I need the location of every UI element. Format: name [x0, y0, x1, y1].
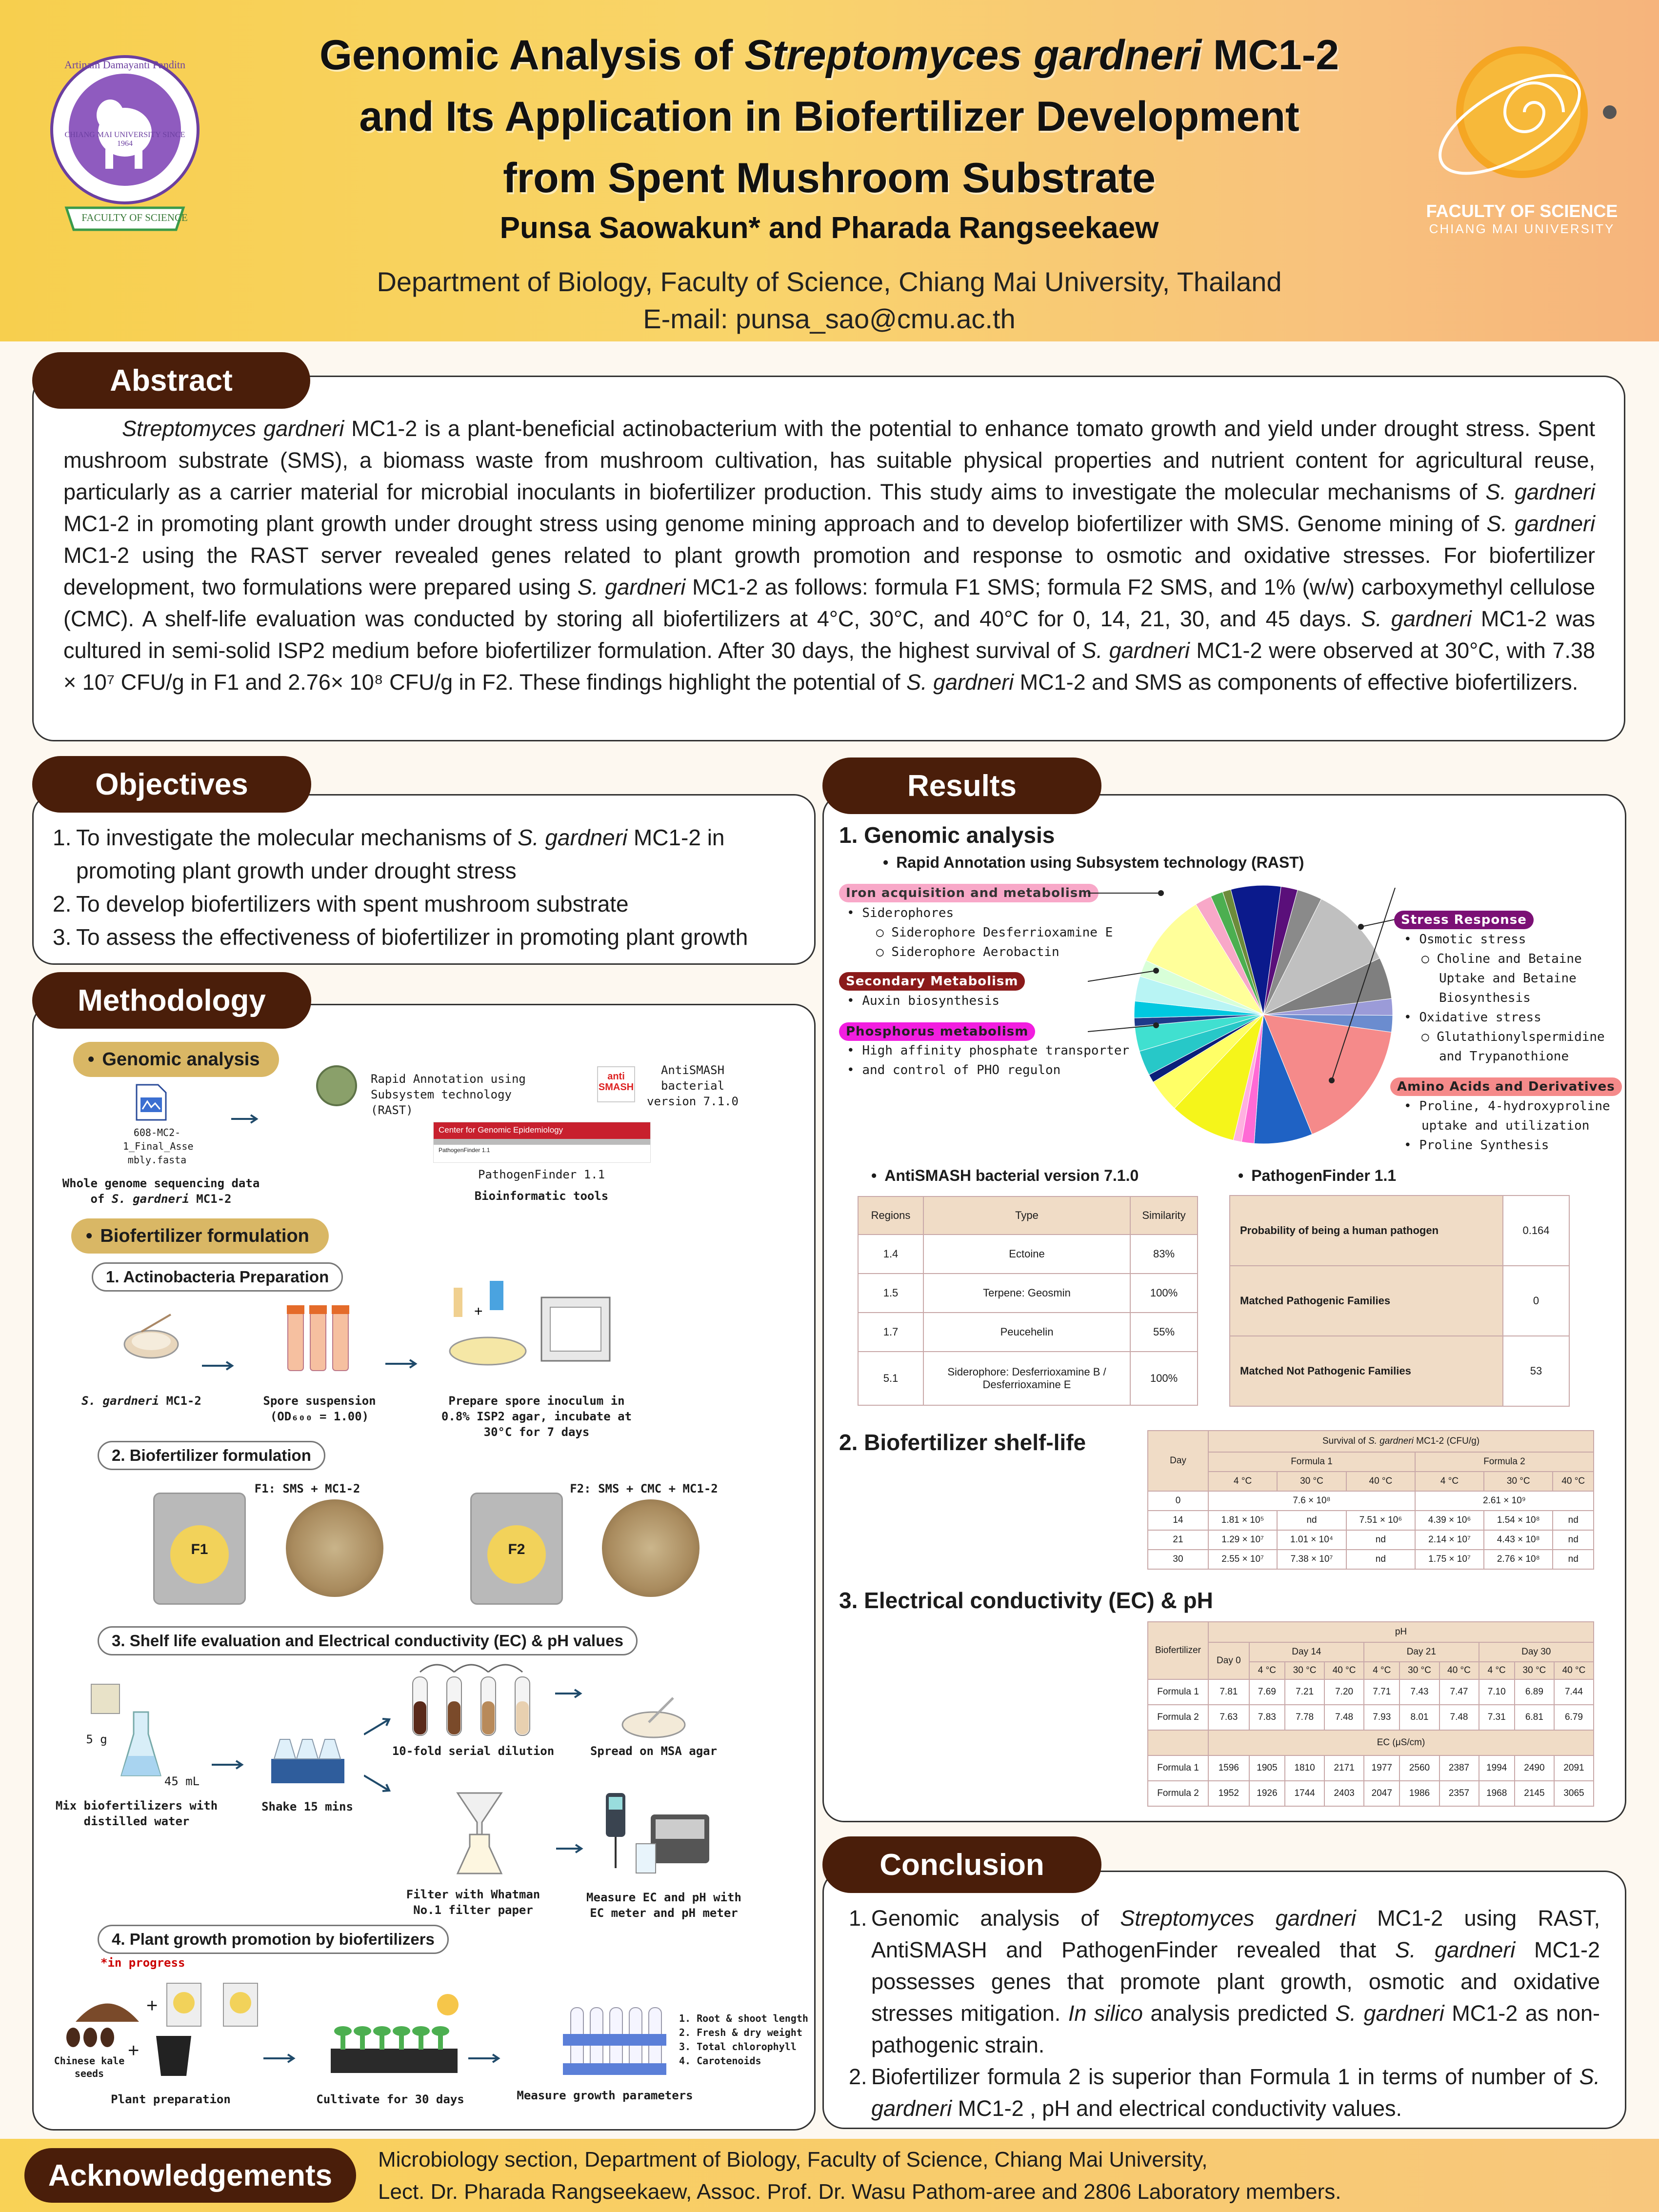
iron-item: • Siderophores	[847, 906, 954, 920]
conclusion-heading: Conclusion	[822, 1836, 1101, 1893]
pot-icon	[154, 2034, 193, 2080]
table-row: Formula 2 7.63 7.83 7.78 7.48 7.93 8.01 7.48 7.31 6.81 6.79	[1148, 1705, 1594, 1730]
objective-item: 2. To develop biofertilizers with spent mushroom substrate	[53, 891, 629, 917]
wgs-caption: Whole genome sequencing data of S. gardneri MC1-2	[62, 1176, 260, 1206]
arrow-icon	[555, 1689, 584, 1701]
poster-title: Genomic Analysis of Streptomyces gardneri MC1-2 and Its Application in Biofertilizer Development from Spent Mushroom Substrate	[319, 32, 1339, 201]
f1-bag-image: F1	[153, 1493, 246, 1605]
mix-caption: Mix biofertilizers with distilled water	[55, 1799, 218, 1828]
affiliation: Department of Biology, Faculty of Science, Chiang Mai University, Thailand E-mail: punsa_sao@cmu.ac.th	[377, 266, 1282, 334]
phosphorus-items: • High affinity phosphate transporter • and control of PHO regulon	[847, 1043, 1130, 1077]
seeds-icon	[63, 2025, 117, 2052]
inoculum-caption: Prepare spore inoculum in 0.8% ISP2 agar, incubate at 30°C for 7 days	[441, 1394, 632, 1439]
in-progress-note: *in progress	[100, 1956, 185, 1970]
pathogenfinder-screenshot: Center for Genomic Epidemiology PathogenFinder 1.1	[433, 1122, 651, 1163]
table-row: 0 7.6 × 10⁸ 2.61 × 10⁹	[1148, 1491, 1594, 1511]
acknowledgements-text: Microbiology section, Department of Biology, Faculty of Science, Chiang Mai University, Lect. Dr. Pharada Rangseekaew, Assoc. Prof. Dr. Wasu Pathom-aree and 2806 Laboratory members.	[378, 2148, 1341, 2204]
arrow-icon	[556, 1844, 585, 1856]
amino-acids-tag: Amino Acids and Derivatives	[1390, 1077, 1622, 1096]
table-row: 21 1.29 × 10⁷ 1.01 × 10⁴ nd 2.14 × 10⁷ 4.43 × 10⁸ nd	[1148, 1530, 1594, 1550]
pathogenfinder-caption: PathogenFinder 1.1	[478, 1168, 605, 1181]
flask-icon	[119, 1707, 163, 1783]
pathogenfinder-bullet: • PathogenFinder 1.1	[1238, 1167, 1397, 1184]
sample-weight: 5 g	[86, 1733, 107, 1746]
iron-tag: Iron acquisition and metabolism	[839, 884, 1099, 902]
biofertilizer-packets-icon	[165, 1980, 262, 2032]
stress-items: • Osmotic stress ○ Choline and Betaine Uptake and Betaine Biosynthesis • Oxidative stress ○ Glutathionylspermidine and Trypanothione	[1404, 932, 1605, 1064]
conclusion-item: 2. Biofertilizer formula 2 is superior than Formula 1 in terms of number of S. gardneri MC1-2 , pH and electrical conductivity values.	[849, 2064, 1600, 2121]
cmu-seal-bottom-text: CHIANG MAI UNIVERSITY SINCE 1964	[64, 131, 185, 148]
objective-item: 3. To assess the effectiveness of biofertilizer in promoting plant growth	[53, 924, 748, 950]
arrow-icon	[468, 2053, 502, 2066]
antismash-logo: anti SMASH	[597, 1066, 635, 1102]
f2-label: F2: SMS + CMC + MC1-2	[570, 1482, 718, 1495]
table-row: 30 2.55 × 10⁷ 7.38 × 10⁷ nd 1.75 × 10⁷ 2.76 × 10⁸ nd	[1148, 1550, 1594, 1569]
objectives-list	[53, 821, 814, 954]
biofertilizer-sample-icon	[91, 1684, 120, 1714]
spread-plate-icon	[620, 1695, 688, 1742]
f1-substrate-image	[286, 1499, 383, 1597]
water-volume: 45 mL	[164, 1774, 200, 1788]
phosphorus-tag: Phosphorus metabolism	[839, 1022, 1035, 1041]
arrow-icon	[212, 1760, 246, 1772]
arrow-icon	[231, 1114, 260, 1126]
acknowledgements-heading: Acknowledgements	[24, 2148, 356, 2203]
table-row: Probability of being a human pathogen 0.164	[1230, 1196, 1569, 1266]
rast-logo-icon	[316, 1065, 357, 1106]
rast-caption: Rapid Annotation using Subsystem technology (RAST)	[371, 1072, 526, 1117]
strain-caption: S. gardneri MC1-2	[81, 1394, 201, 1408]
step1-pill: 1. Actinobacteria Preparation	[92, 1262, 343, 1292]
iron-item: ○ Siderophore Aerobactin	[876, 945, 1059, 959]
cmu-seal-ribbon-text: FACULTY OF SCIENCE	[81, 212, 188, 223]
spore-suspension-caption: Spore suspension (OD₆₀₀ = 1.00)	[263, 1394, 376, 1423]
antismash-bullet: • AntiSMASH bacterial version 7.1.0	[871, 1167, 1139, 1184]
growth-params-list: 1. Root & shoot length 2. Fresh & dry weight 3. Total chlorophyll 4. Carotenoids	[679, 2013, 808, 2067]
falcon-tubes-icon	[285, 1302, 353, 1383]
f1-label: F1: SMS + MC1-2	[254, 1482, 360, 1495]
svg-text:+: +	[474, 1303, 483, 1319]
shelf-life-heading: 2. Biofertilizer shelf-life	[839, 1430, 1086, 1455]
genomic-analysis-pill: • Genomic analysis	[73, 1042, 279, 1077]
arrow-icon	[263, 2053, 298, 2066]
connector-lines	[1088, 888, 1405, 1102]
table-row: 1.4 Ectoine 83%	[858, 1235, 1198, 1274]
authors: Punsa Saowakun* and Pharada Rangseekaew	[500, 211, 1159, 245]
table-row: Matched Not Pathogenic Families 53	[1230, 1336, 1569, 1406]
table-row: Matched Pathogenic Families 0	[1230, 1266, 1569, 1336]
conclusion-list	[849, 1902, 1600, 2124]
fasta-file-name: 608-MC2-1_Final_Asse mbly.fasta	[123, 1127, 194, 1166]
seeds-caption: Chinese kale seeds	[54, 2055, 125, 2079]
serial-dilution-icon	[408, 1657, 535, 1743]
table-row: Formula 1 1596 1905 1810 2171 1977 2560 2387 1994 2490 2091	[1148, 1755, 1594, 1781]
methodology-heading: Methodology	[32, 972, 311, 1029]
amino-items: • Proline, 4-hydroxyproline uptake and utilization • Proline Synthesis	[1404, 1099, 1610, 1153]
table-row: Formula 2 1952 1926 1744 2403 2047 1986 2357 1968 2145 3065	[1148, 1781, 1594, 1806]
bioinformatic-tools-caption: Bioinformatic tools	[474, 1189, 609, 1203]
filter-icon	[453, 1788, 506, 1878]
abstract-text: Streptomyces gardneri MC1-2 is a plant-beneficial actinobacterium with the potential to enhance tomato growth and yield under drought stress. Spent mushroom substrate (SMS), a biomass waste from mushroom cultivation, has suitable physical properties and nutrient content for agricultural reuse, particularly as a carrier material for microbial inoculants in biofertilizer production. This study aims to investigate the molecular mechanisms of S. gardneri MC1-2 in promoting plant growth under drought stress using genome mining approach and to develop biofertilizer with SMS. Genome mining of S. gardneri MC1-2 using the RAST server revealed genes related to plant growth promotion and response to osmotic and oxidative stresses. For biofertilizer development, two formulations were prepared using S. gardneri MC1-2 as follows: formula F1 SMS; formula F2 SMS, and 1% (w/w) carboxymethyl cellulose (CMC). A shelf-life evaluation was conducted by storing all biofertilizers at 4°C, 30°C, and 40°C for 0, 14, 21, 30, and 45 days. S. gardneri MC1-2 was cultured in semi-solid ISP2 medium before biofertilizer formulation. After 30 days, the highest survival of S. gardneri MC1-2 were observed at 30°C, with 7.38 × 10⁷ CFU/g in F1 and 2.76× 10⁸ CFU/g in F2. These findings highlight the potential of S. gardneri MC1-2 and SMS as components of effective biofertilizers.	[63, 416, 1596, 695]
table-row: 1.5 Terpene: Geosmin 100%	[858, 1274, 1198, 1313]
dilution-caption: 10-fold serial dilution	[392, 1744, 555, 1758]
shaker-icon	[266, 1720, 349, 1791]
iron-items	[847, 903, 1113, 962]
table-row: 14 1.81 × 10⁵ nd 7.51 × 10⁶ 4.39 × 10⁶ 1.54 × 10⁸ nd	[1148, 1511, 1594, 1530]
conclusion-item: 1. Genomic analysis of Streptomyces gardneri MC1-2 using RAST, AntiSMASH and PathogenFinder revealed that S. gardneri MC1-2 possesses genes that promote plant growth, osmotic and oxidative stresses mitigation. In silico analysis predicted S. gardneri MC1-2 as non-pathogenic strain.	[849, 1906, 1600, 2057]
spread-caption: Spread on MSA agar	[590, 1744, 718, 1758]
plus-sign: +	[128, 2040, 140, 2061]
inoculum-incubator-icon	[449, 1278, 620, 1378]
f2-substrate-image	[602, 1499, 700, 1597]
objectives-heading: Objectives	[32, 756, 311, 813]
cmu-seal-top-text: Artinam Damayanti Panditn	[64, 59, 186, 71]
ec-ph-meter-icon	[602, 1790, 714, 1880]
fasta-file-icon	[136, 1084, 167, 1121]
step2-pill: 2. Biofertilizer formulation	[98, 1441, 325, 1470]
cultivate-caption: Cultivate for 30 days	[316, 2092, 464, 2106]
arrow-icon	[364, 1774, 393, 1795]
arrow-icon	[202, 1361, 236, 1373]
plant-prep-caption: Plant preparation	[111, 2092, 231, 2106]
antismash-table: Regions Type Similarity 1.4 Ectoine 83% 1.5 Terpene: Geosmin 100% 1.7 Peucehelin 55% 5.1 Siderophore: Desferrioxamine B / Desferrioxamine E 100%	[858, 1196, 1198, 1406]
secondary-metabolism-tag: Secondary Metabolism	[839, 972, 1025, 991]
genomic-analysis-heading: 1. Genomic analysis	[839, 822, 1055, 848]
secondary-items: • Auxin biosynthesis	[847, 994, 1000, 1008]
filter-caption: Filter with Whatman No.1 filter paper	[406, 1888, 540, 1917]
test-tube-rack-icon	[561, 2005, 668, 2080]
antismash-caption: AntiSMASH bacterial version 7.1.0	[647, 1063, 739, 1108]
arrow-icon	[385, 1359, 420, 1371]
ec-ph-table: Biofertilizer pH Day 0 Day 14 Day 21 Day 30 4 °C 30 °C 40 °C 4 °C 30 °C 40 °C 4 °C 30 °C 40 °C Formula 1 7.81 7.69 7.21 7.20 7.71 7.43 7.47 7.10 6.89 7.44 Formula 2 7.63 7.83 7.78 7.48 7.93 8.01 7.48 7.31 6.81 6.79 EC (μS/cm) Formula 1 1596 1905 1810 2171 1977 2560 2387 1994 2490 2091 Formula 2 1952 1926 1744 2403 2047 1986 2357 1968 2145 3065	[1147, 1621, 1594, 1807]
stress-response-tag: Stress Response	[1394, 911, 1534, 929]
iron-item: ○ Siderophore Desferrioxamine E	[876, 925, 1113, 940]
biofertilizer-formulation-pill: • Biofertilizer formulation	[71, 1218, 329, 1254]
step3-pill: 3. Shelf life evaluation and Electrical conductivity (EC) & pH values	[98, 1626, 638, 1655]
results-heading: Results	[822, 757, 1101, 814]
rast-bullet: • Rapid Annotation using Subsystem technology (RAST)	[883, 854, 1304, 871]
shelf-life-table: Day Survival of S. gardneri MC1-2 (CFU/g) Formula 1 Formula 2 4 °C 30 °C 40 °C 4 °C 30 °C 40 °C 0 7.6 × 10⁸ 2.61 × 10⁹ 14 1.81 × 10⁵ nd 7.51 × 10⁶ 4.39 × 10⁶ 1.54 × 10⁸ nd 21 1.29 × 10⁷ 1.01 × 10⁴ nd 2.14 × 10⁷ 4.43 × 10⁸ nd 30 2.55 × 10⁷ 7.38 × 10⁷ nd 1.75 × 10⁷ 2.76 × 10⁸ nd	[1147, 1430, 1594, 1570]
f2-bag-image: F2	[470, 1493, 563, 1605]
objective-item: 1. To investigate the molecular mechanisms of S. gardneri MC1-2 in promoting plant growth under drought stress	[53, 825, 725, 883]
soil-icon	[73, 1990, 141, 2027]
table-row: Formula 1 7.81 7.69 7.21 7.20 7.71 7.43 7.47 7.10 6.89 7.44	[1148, 1679, 1594, 1705]
table-row: 5.1 Siderophore: Desferrioxamine B / Desferrioxamine E 100%	[858, 1352, 1198, 1405]
shake-caption: Shake 15 mins	[261, 1800, 353, 1813]
step4-pill: 4. Plant growth promotion by biofertilizers	[98, 1925, 449, 1954]
measure-growth-caption: Measure growth parameters	[517, 2089, 693, 2102]
petri-dish-icon	[122, 1312, 180, 1363]
ec-ph-heading: 3. Electrical conductivity (EC) & pH	[839, 1588, 1213, 1613]
faculty-logo	[1424, 39, 1619, 200]
seedling-tray-icon	[326, 1985, 472, 2080]
measure-caption: Measure EC and pH with EC meter and pH meter	[586, 1891, 741, 1920]
abstract-heading: Abstract	[32, 352, 310, 409]
pathogenfinder-table	[1229, 1195, 1570, 1407]
table-row: 1.7 Peucehelin 55%	[858, 1313, 1198, 1352]
faculty-logo-text: FACULTY OF SCIENCE CHIANG MAI UNIVERSITY	[1426, 201, 1618, 236]
arrow-icon	[364, 1717, 393, 1739]
plus-sign: +	[146, 1995, 158, 2016]
